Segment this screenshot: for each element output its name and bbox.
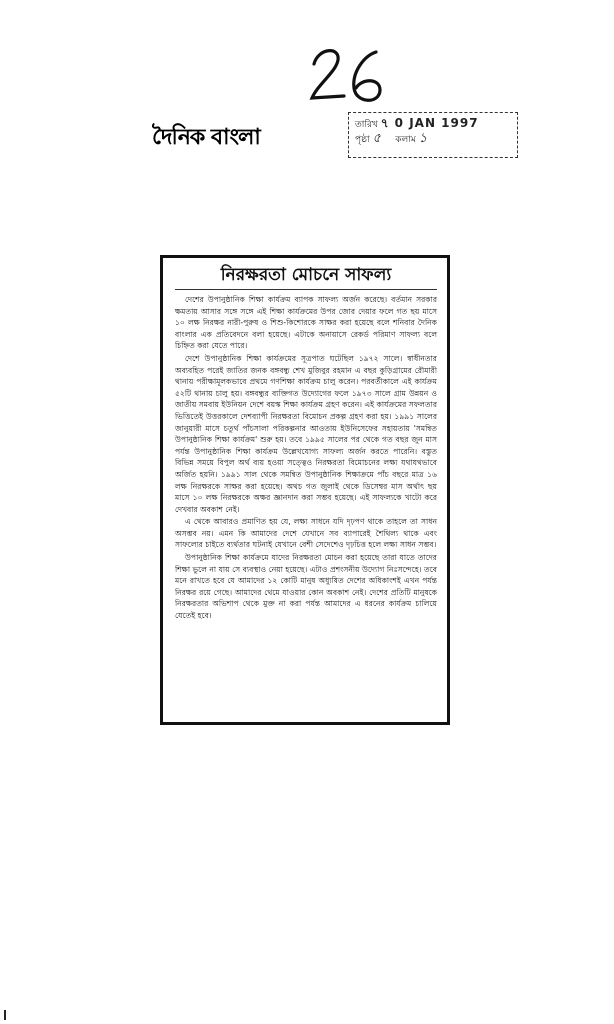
stamp-page-value: ৫ <box>372 131 381 146</box>
scan-mark <box>4 1010 6 1020</box>
article-paragraph-1: দেশের উপানুষ্ঠানিক শিক্ষা কার্যক্রম ব্যাপক সাফল্য অর্জন করেছে। বর্তমান সরকার ক্ষমতায় আসার সঙ্গে সঙ্গে এই শিক্ষা কার্যক্রমের উপর জোর দেয়ার ফলে গত ছয় মাসে ১০ লক্ষ নিরক্ষর নারী-পুরুষ ও শিশু-কিশোরকে সাক্ষর করা হয়েছে বলে শনিবার দৈনিক বাংলার এক প্রতিবেদনে বলা হয়েছে। এটাকে অনায়াসে রেকর্ড পরিমাণ সাফল্য বলে চিহ্নিত করা যেতে পারে। <box>175 295 437 351</box>
handwritten-folio-number <box>300 42 390 112</box>
stamp-page-label: পৃষ্ঠা <box>355 135 370 145</box>
date-stamp <box>348 112 518 158</box>
stamp-column-value: ১ <box>418 131 428 146</box>
article-paragraph-3: এ থেকে আবারও প্রমাণিত হয় যে, লক্ষ্য সাধনে যদি দৃঢ়পণ থাকে তাহলে তা সাধন অসম্ভব নয়। এমন কি আমাদের দেশে যেখানে সব ব্যাপারেই শৈথিল্য থাকে এবং সাফল্যের চাইতে ব্যর্থতার ঘটনাই যেখানে বেশী সেদেশেও দৃঢ়চিত্ত হলে লক্ষ্য সাধন সম্ভব। <box>175 517 437 550</box>
newspaper-clipping <box>160 255 450 725</box>
stamp-date-label: তারিখ <box>355 120 378 130</box>
article-headline: নিরক্ষরতা মোচনে সাফল্য <box>175 264 437 290</box>
folio-number <box>300 42 390 112</box>
newspaper-masthead: দৈনিক বাংলা <box>152 125 260 150</box>
article-paragraph-2: দেশে উপানুষ্ঠানিক শিক্ষা কার্যক্রমের সূত্রপাত ঘটেছিল ১৯৭২ সালে। স্বাধীনতার অব্যবহিত পরেই জাতির জনক বঙ্গবন্ধু শেখ মুজিবুর রহমান এ বছর কুড়িগ্রামের রৌমারী থানায় পরীক্ষামূলকভাবে প্রথমে গণশিক্ষা কার্যক্রম চালু করেন। পরবর্তীকালে এই কার্যক্রম ৫২টি থানায় চালু হয়। বঙ্গবন্ধুর ব্যক্তিগত উদ্যোগের ফলে ১৯৭৩ সালে গ্রাম উন্নয়ন ও জাতীয় সমবায় ইউনিয়ন দেশে বয়স্ক শিক্ষা কার্যক্রম গ্রহণ করেন। এই কার্যক্রমের সফলতার ভিত্তিতেই উত্তরকালে দেশব্যাপী নিরক্ষরতা বিমোচন প্রকল্প গ্রহণ করা হয়। ১৯৯১ সালের জানুয়ারী মাসে চতুর্থ পাঁচসালা পরিকল্পনার আওতায় ইউনিসেফের সহায়তায় 'সমন্বিত উপানুষ্ঠানিক শিক্ষা কার্যক্রম' শুরু হয়। তবে ১৯৯৫ সালের পর থেকে গত বছর জুন মাস পর্যন্ত উপানুষ্ঠানিক শিক্ষা কার্যক্রম উল্লেখযোগ্য সাফল্য অর্জন করতে পারেনি। বস্তুত বিভিন্ন সময়ে বিপুল অর্থ ব্যয় হওয়া সত্ত্বেও নিরক্ষরতা বিমোচনের লক্ষ্য যথাযথভাবে অর্জিত হয়নি। ১৯৯১ সাল থেকে সমন্বিত উপানুষ্ঠানিক শিক্ষাক্রমে পাঁচ বছরে মাত্র ১৬ লক্ষ নিরক্ষরকে সাক্ষর করা হয়েছে। অথচ গত জুলাই থেকে ডিসেম্বর মাস অর্থাৎ ছয় মাসে ১০ লক্ষ নিরক্ষরকে অক্ষর জ্ঞানদান করা সম্ভব হয়েছে। এই সাফল্যকে খাটো করে দেখবার অবকাশ নেই। <box>175 353 437 514</box>
stamp-date: ৭ 0 JAN 1997 <box>380 116 479 130</box>
article-paragraph-4: উপানুষ্ঠানিক শিক্ষা কার্যক্রমে যাদের নিরক্ষরতা মোচন করা হয়েছে তারা যাতে তাদের শিক্ষা ভুলে না যায় সে ব্যবস্থাও নেয়া হয়েছে। এটাও প্রশংসনীয় উদ্যোগ নিঃসন্দেহে। তবে মনে রাখতে হবে যে আমাদের ১২ কোটি মানুষ অধ্যুষিত দেশের অধিকাংশই এখন পর্যন্ত নিরক্ষর রয়ে গেছে। আমাদের থেমে যাওয়ার কোন অবকাশ নেই। দেশের প্রতিটি মানুষকে নিরক্ষরতার অভিশাপ থেকে মুক্ত না করা পর্যন্ত আমাদের এ ধরনের কার্যক্রম চালিয়ে যেতেই হবে। <box>175 553 437 621</box>
stamp-column-label: কলাম <box>395 135 416 145</box>
